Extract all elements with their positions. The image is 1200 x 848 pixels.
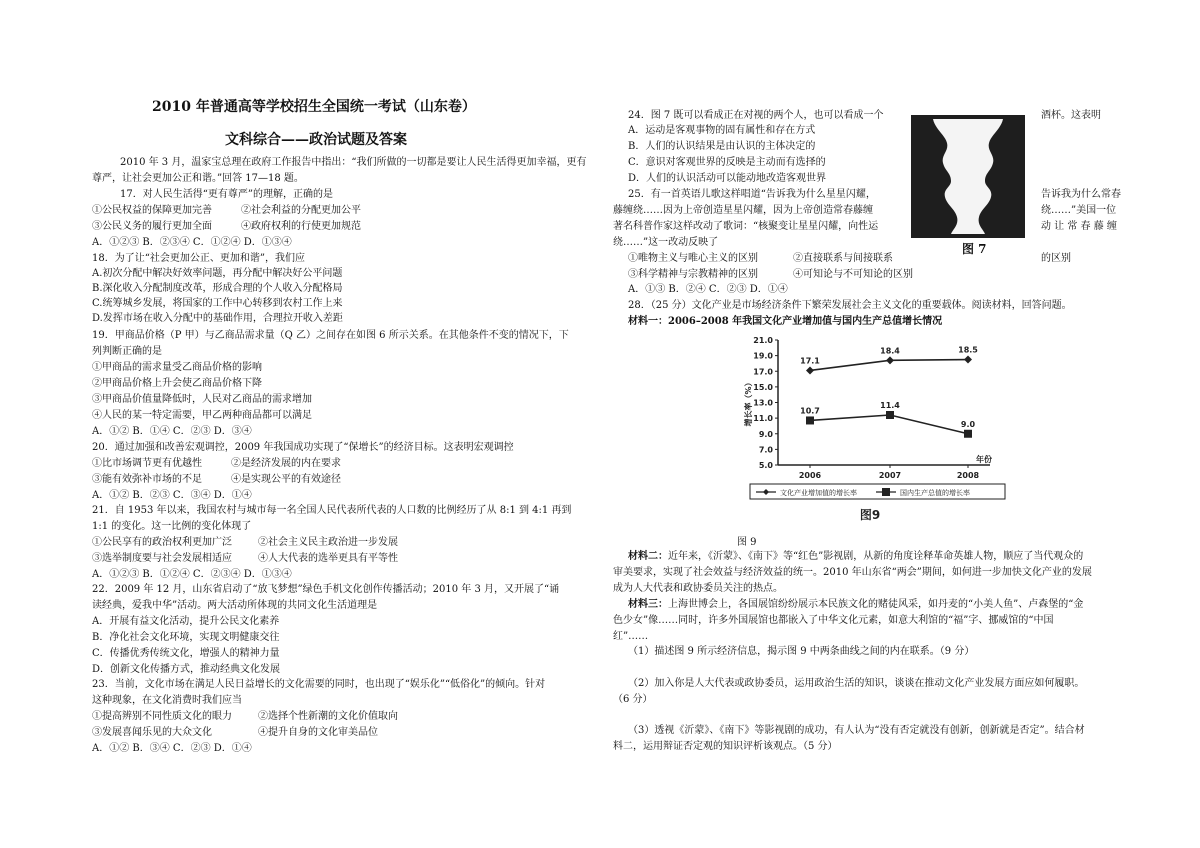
y-tick-label: 7.0 [758,445,773,455]
material-1-text: 材料一：2006–2008 年我国文化产业增加值与国内生产总值增长情况 [628,316,943,327]
q19-stem-2: 列判断正确的是 [92,346,162,357]
q21-option-4: ④人大代表的选举更具有平等性 [258,553,398,564]
q19-answers: A．①② B．①④ C．②③ D．③④ [92,426,252,437]
legend-marker-square [882,488,890,496]
q19-stem-1: 19．甲商品价格（P 甲）与乙商品需求量（Q 乙）之间存在如图 6 所示关系。在其他条件不变的情况下，下 [92,330,569,341]
q28-stem: 28．（25 分）文化产业是市场经济条件下繁荣发展社会主义文化的重要载体。阅读材料，回答问题。 [628,300,1072,311]
question-part-3-line-1: （3）透视《沂蒙》、《南下》等影视剧的成功，有人认为“没有否定就没有创新，创新就是否定”。结合材 [628,725,1085,736]
q21-option-3: ③选举制度要与社会发展相适应 [92,553,232,564]
figure-9-chart [740,332,1010,524]
figure-7-caption: 图 7 [962,242,987,256]
q17-stem: 17．对人民生活得“更有尊严”的理解，正确的是 [120,189,333,200]
material-1 [628,316,942,328]
q25-stem-4: 绕……”这一改动反映了 [613,237,719,248]
material-3-line-2: 色少女”像……同时，许多外国展馆也都嵌入了中华文化元素，如意大利馆的“福”字、挪威馆的“中国 [613,615,1054,626]
q18-option-a: A.初次分配中解决好效率问题，再分配中解决好公平问题 [92,268,343,279]
q17-answers: A．①②③ B．②③④ C．①②④ D．①③④ [92,237,292,248]
question-part-1: （1）描述图 9 所示经济信息，揭示图 9 中两条曲线之间的内在联系。（9 分） [628,646,975,657]
q21-stem-2: 1:1 的变化。这一比例的变化体现了 [92,521,252,532]
legend-marker-diamond [763,489,769,495]
x-tick-label: 2008 [956,471,980,480]
q25-option-2: ②直接联系与间接联系 [793,253,893,264]
q22-option-b: B．净化社会文化环境，实现文明健康交往 [92,632,280,643]
chart-title: 图9 [859,508,881,522]
q25-option-3: ③科学精神与宗教精神的区别 [628,269,758,280]
y-tick-label: 13.0 [753,398,773,408]
q25-stem-3: 著名科普作家这样改动了歌词：“核聚变让星星闪耀，向性运 [613,221,879,232]
material-2-line-1 [628,551,1083,563]
y-tick-label: 9.0 [758,429,773,439]
q25-option-1: ①唯物主义与唯心主义的区别 [628,253,758,264]
q25-stem-2-tail: 绕……”美国一位 [1041,205,1117,216]
data-label: 9.0 [960,419,976,429]
intro-line-1: 2010 年 3 月，温家宝总理在政府工作报告中指出：“我们所做的一切都是要让人民生活得更加幸福，更有 [120,157,587,168]
q18-option-d: D.发挥市场在收入分配中的基础作用，合理拉开收入差距 [92,313,343,324]
question-part-2-line-2: （6 分） [613,694,653,705]
q20-answers: A．①② B．②③ C．③④ D．①④ [92,490,252,501]
data-label: 11.4 [880,401,900,410]
y-axis-label: 增长率（%） [744,378,753,427]
y-tick-label: 11.0 [753,414,773,424]
q24-option-a: A．运动是客观事物的固有属性和存在方式 [628,125,816,136]
q21-option-2: ②社会主义民主政治进一步发展 [258,537,398,548]
data-point-square [806,416,814,424]
legend-label-2: 国内生产总值的增长率 [900,489,970,497]
q20-option-3: ③能有效弥补市场的不足 [92,474,202,485]
q21-option-1: ①公民享有的政治权利更加广泛 [92,537,232,548]
q19-option-4: ④人民的某一特定需要，甲乙两种商品都可以满足 [92,410,312,421]
data-point-diamond [806,366,814,374]
q23-option-4: ④提升自身的文化审美品位 [258,727,378,738]
material-3-text-1: 上海世博会上，各国展馆纷纷展示本民族文化的赌徒风采，如丹麦的“小美人鱼”、卢森堡的“金 [668,599,1084,610]
question-part-3-line-2: 料二，运用辩证否定观的知识评析该观点。（5 分） [613,741,838,752]
q19-option-3: ③甲商品价值量降低时，人民对乙商品的需求增加 [92,394,312,405]
legend-label-1: 文化产业增加值的增长率 [780,489,857,497]
data-label: 10.7 [800,406,820,416]
material-2-label: 材料二： [628,551,668,562]
q17-option-2: ②社会利益的分配更加公平 [241,205,361,216]
y-tick-label: 19.0 [753,351,773,361]
q24-option-c: C．意识对客观世界的反映是主动而有选择的 [628,157,826,168]
material-3-label: 材料三： [628,599,668,610]
q20-option-2: ②是经济发展的内在要求 [231,458,341,469]
q20-stem: 20．通过加强和改善宏观调控，2009 年我国成功实现了“保增长”的经济目标。这表明宏观调控 [92,442,514,453]
data-point-square [886,411,894,419]
question-part-2-line-1: （2）加入你是人大代表或政协委员，运用政治生活的知识，谈谈在推动文化产业发展方面应如何履职。 [628,678,1085,689]
q22-option-a: A．开展有益文化活动，提升公民文化素养 [92,616,280,627]
intro-line-2: 尊严，让社会更加公正和谐。”回答 17—18 题。 [92,173,304,184]
q21-answers: A．①②③ B．①②④ C．②③④ D．①③④ [92,569,292,580]
q23-stem-2: 这种现象，在文化消费时我们应当 [92,695,242,706]
material-2-line-2: 审美要求，实现了社会效益与经济效益的统一。2010 年山东省“两会”期间，如何进一步加快文化产业的发展 [613,567,1092,578]
data-label: 18.5 [958,345,978,355]
q23-answers: A．①② B．③④ C．②③ D．①④ [92,743,252,754]
q25-option-2-tail: 的区别 [1041,253,1071,264]
q24-stem: 24．图 7 既可以看成正在对视的两个人，也可以看成一个 [628,110,884,121]
q25-answers: A．①③ B．②④ C．②③ D．①④ [628,284,788,295]
x-tick-label: 2007 [878,471,902,480]
data-label: 17.1 [800,356,820,366]
data-point-diamond [886,356,894,364]
q22-option-c: C．传播优秀传统文化，增强人的精神力量 [92,648,280,659]
q19-option-1: ①甲商品的需求量受乙商品价格的影响 [92,362,262,373]
q21-stem-1: 21．自 1953 年以来，我国农村与城市每一名全国人民代表所代表的人口数的比例经历了从 8:1 到 4:1 再到 [92,505,572,516]
q23-option-2: ②选择个性新潮的文化价值取向 [258,711,398,722]
material-2-line-3: 成为人大代表和政协委员关注的热点。 [613,583,783,594]
figure-9-caption: 图 9 [737,537,757,548]
doc-title: 2010 年普通高等学校招生全国统一考试（山东卷） [152,99,476,115]
q20-option-1: ①比市场调节更有优越性 [92,458,202,469]
material-3-line-1 [628,599,1083,611]
q23-option-1: ①提高辨别不同性质文化的眼力 [92,711,232,722]
x-tick-label: 2006 [798,471,822,480]
q22-stem-2: 读经典，爱我中华”活动。两大活动所体现的共同文化生活道理是 [92,600,378,611]
q17-option-4: ④政府权利的行使更加规范 [241,221,361,232]
q24-stem-tail: 酒杯。这表明 [1041,110,1101,121]
q25-stem-3-tail: 动 让 常 春 藤 缠 [1041,221,1117,232]
q17-option-3: ③公民义务的履行更加全面 [92,221,212,232]
q22-stem-1: 22．2009 年 12 月，山东省启动了“放飞梦想”绿色手机文化创作传播活动；2010 年 3 月，又开展了“诵 [92,584,560,595]
q24-option-d: D．人们的认识活动可以能动地改造客观世界 [628,173,827,184]
q19-option-2: ②甲商品价格上升会使乙商品价格下降 [92,378,262,389]
q17-option-1: ①公民权益的保障更加完善 [92,205,212,216]
material-3-line-3: 红”…… [613,631,649,642]
q23-option-3: ③发展喜闻乐见的大众文化 [92,727,212,738]
x-axis-label: 年份 [976,455,992,464]
q18-stem: 18．为了让“社会更加公正、更加和谐”，我们应 [92,253,305,264]
q25-option-4: ④可知论与不可知论的区别 [793,269,913,280]
q23-stem-1: 23．当前，文化市场在满足人民日益增长的文化需要的同时，也出现了“娱乐化”“低俗化”的倾向。针对 [92,679,546,690]
q20-option-4: ④是实现公平的有效途径 [231,474,341,485]
y-tick-label: 21.0 [753,336,773,345]
q25-stem-1: 25．有一首英语儿歌这样唱道“告诉我为什么星星闪耀， [628,189,876,200]
q25-stem-2: 藤缠绕……因为上帝创造星星闪耀，因为上帝创造常春藤缠 [613,205,873,216]
q22-option-d: D．创新文化传播方式，推动经典文化发展 [92,664,281,675]
y-tick-label: 15.0 [753,382,773,392]
y-tick-label: 17.0 [753,367,773,377]
y-tick-label: 5.0 [758,461,773,470]
data-label: 18.4 [880,346,900,356]
q18-option-b: B.深化收入分配制度改革，形成合理的个人收入分配格局 [92,283,343,294]
data-point-square [964,430,972,438]
q18-option-c: C.统筹城乡发展，将国家的工作中心转移到农村工作上来 [92,298,343,309]
data-point-diamond [964,356,972,364]
q24-option-b: B．人们的认识结果是由认识的主体决定的 [628,141,816,152]
material-2-text-1: 近年来，《沂蒙》、《南下》等“红色”影视剧，从新的角度诠释革命英雄人物，顺应了当代观众的 [668,551,1084,562]
rubin-vase-figure [911,115,1025,238]
q25-stem-1-tail: 告诉我为什么常春 [1041,189,1121,200]
doc-subtitle: 文科综合——政治试题及答案 [225,132,407,148]
